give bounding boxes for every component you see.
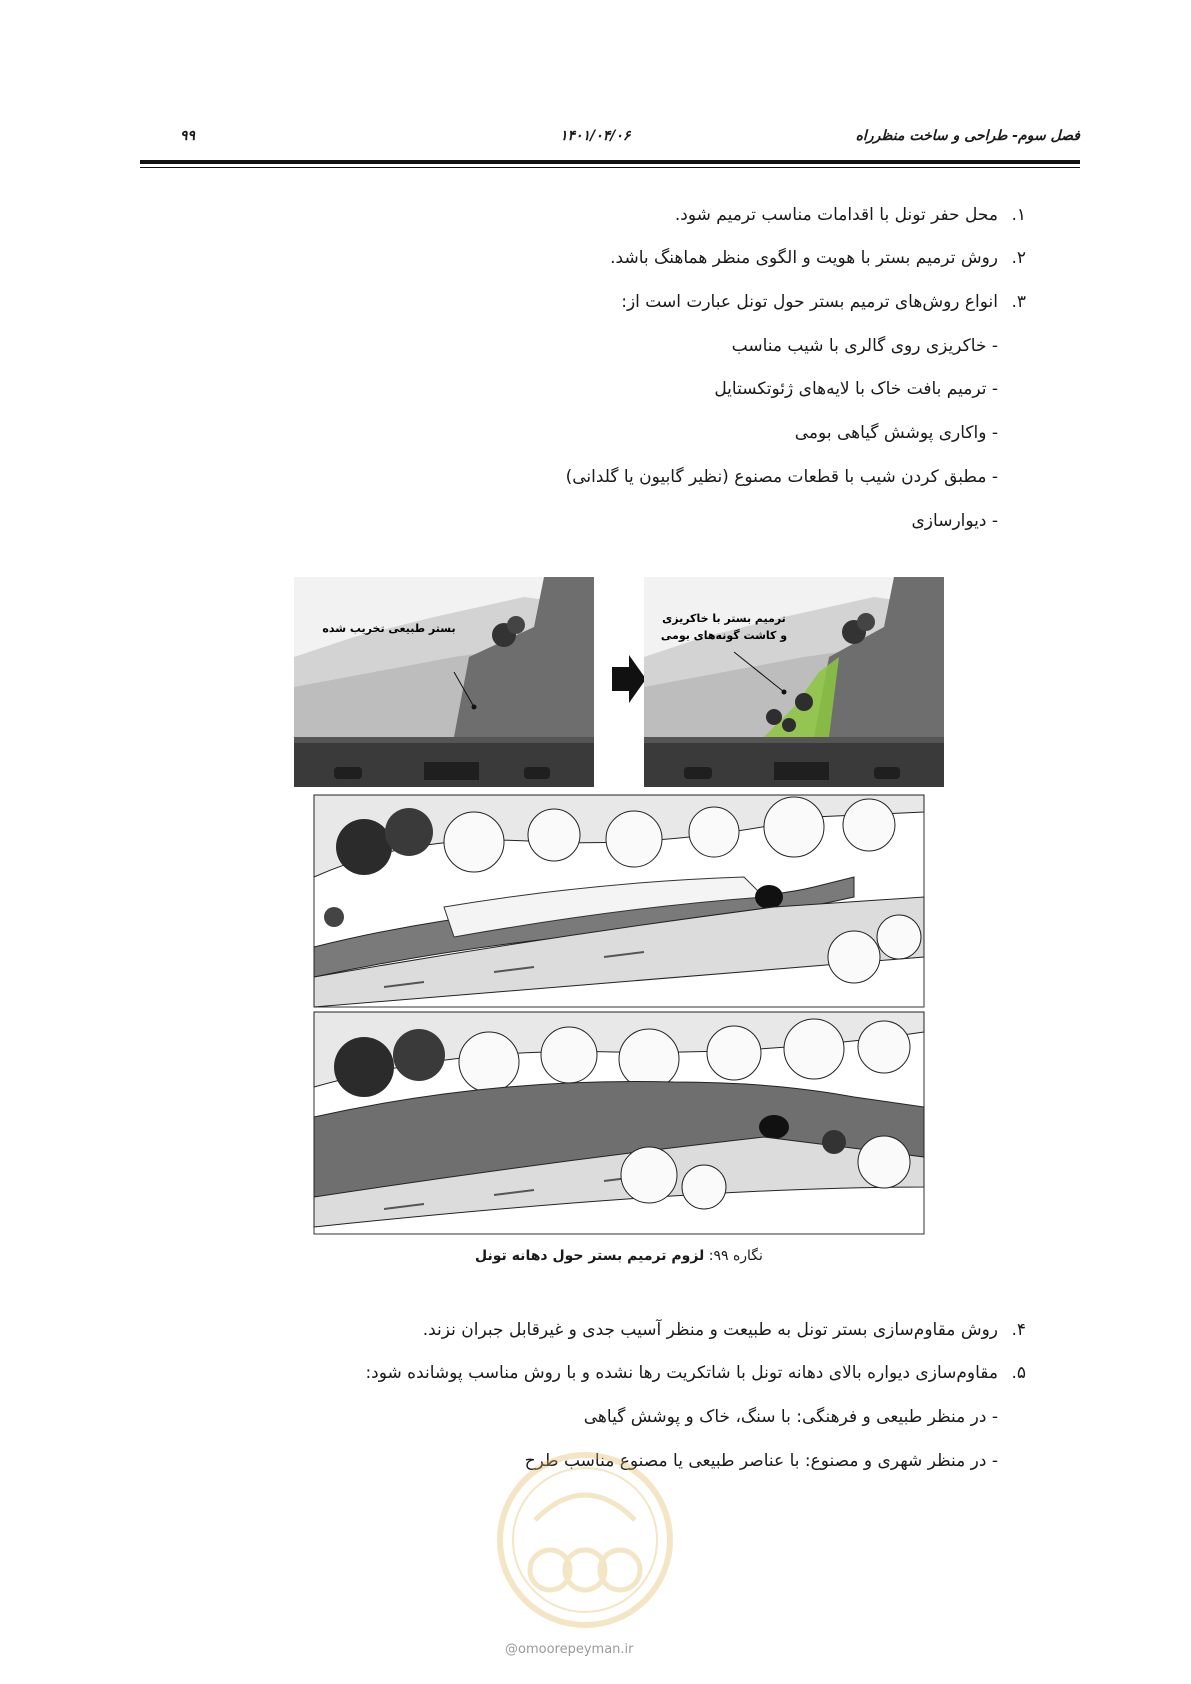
sketch-before [314, 795, 924, 1007]
list-item: ۵.مقاوم‌سازی دیواره بالای دهانه تونل با شاتکریت رها نشده و با روش مناسب پوشانده شود: [365, 1363, 1026, 1383]
sub-item: - ترمیم بافت خاک با لایه‌های ژئوتکستایل [714, 379, 998, 399]
watermark-url: @omoorepeyman.ir [505, 1642, 634, 1657]
sub-item: - دیوارسازی [911, 511, 998, 531]
sketch-after [314, 1012, 924, 1234]
list-item: ۴.روش مقاوم‌سازی بستر تونل به طبیعت و منظر آسیب جدی و غیرقابل جبران نزند. [422, 1320, 1026, 1340]
sub-item: - خاکریزی روی گالری با شیب مناسب [731, 336, 998, 356]
chapter-title: فصل سوم- طراحی و ساخت منظرراه [855, 128, 1080, 144]
after-label-line1: ترمیم بستر با خاکریزی [662, 612, 786, 625]
arrow-icon [612, 655, 646, 703]
after-diagram [644, 577, 944, 787]
list-item: ۳.انواع روش‌های ترمیم بستر حول تونل عبارت است از: [621, 292, 1026, 312]
sub-item: - در منظر شهری و مصنوع: با عناصر طبیعی یا مصنوع مناسب طرح [524, 1451, 998, 1471]
header-date: ۱۴۰۱/۰۴/۰۶ [560, 128, 631, 144]
page-header [140, 128, 1080, 154]
header-rule [140, 160, 1080, 164]
after-label-line2: و کاشت گونه‌های بومی [660, 629, 788, 642]
list-item: ۱.محل حفر تونل با اقدامات مناسب ترمیم شود. [674, 205, 1026, 225]
sub-item: - در منظر طبیعی و فرهنگی: با سنگ، خاک و پوشش گیاهی [583, 1407, 998, 1427]
before-label: بستر طبیعی تخریب شده [322, 622, 456, 635]
sub-item: - مطبق کردن شیب با قطعات مصنوع (نظیر گابیون یا گلدانی) [565, 467, 998, 487]
tunnel-restoration-figure [294, 577, 944, 1237]
sub-item: - واکاری پوشش گیاهی بومی [794, 423, 998, 443]
before-diagram [294, 577, 594, 787]
list-item: ۲.روش ترمیم بستر با هویت و الگوی منظر هماهنگ باشد. [610, 248, 1026, 268]
watermark-seal-icon [495, 1450, 675, 1630]
header-rule-thin [140, 167, 1080, 168]
figure-caption: نگاره ۹۹: لزوم ترمیم بستر حول دهانه تونل [475, 1248, 763, 1264]
page-number: ۹۹ [180, 128, 196, 144]
